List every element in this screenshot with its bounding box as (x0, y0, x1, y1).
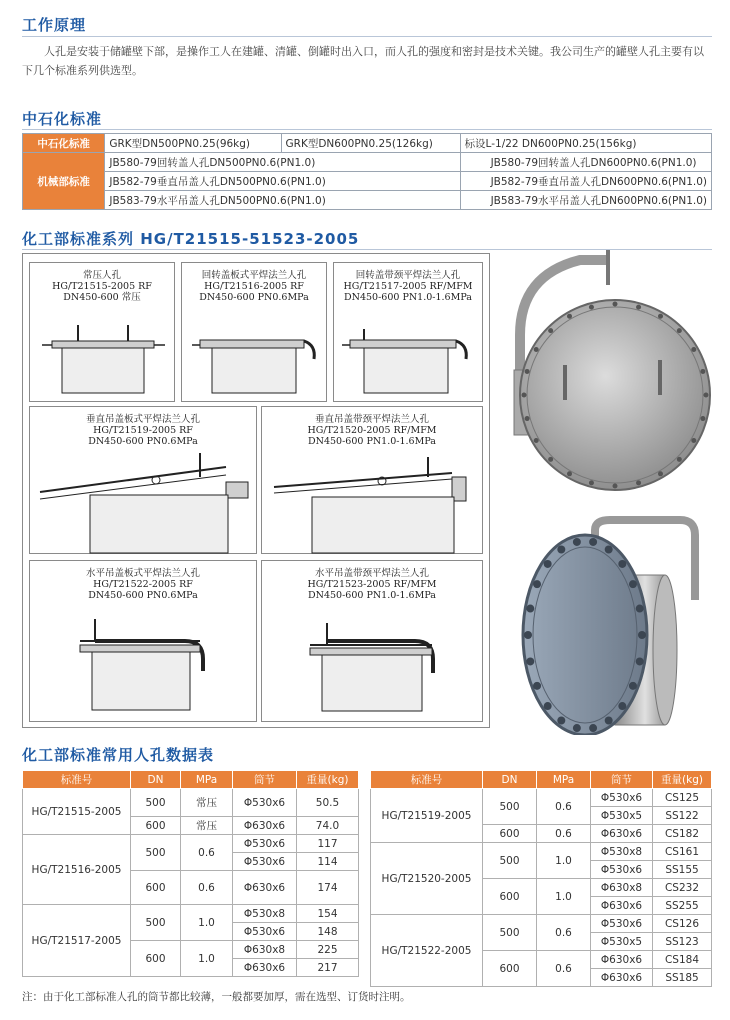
bolt-mark (544, 702, 552, 710)
dn-cell: 500 (131, 835, 181, 871)
manhole-diagram-grid (22, 253, 490, 728)
row-label: 中石化标准 (23, 134, 105, 153)
std-cell: HG/T21520-2005 (371, 843, 483, 915)
bolt-mark (691, 347, 696, 352)
bolt-mark (704, 393, 709, 398)
bolt-mark (533, 580, 541, 588)
manhole-photo-hinged (510, 510, 720, 735)
shell-cell: Φ530x6 (591, 861, 653, 879)
shell-cell: Φ630x6 (591, 825, 653, 843)
diagram-normal-pressure: 常压人孔 HG/T21515-2005 RF DN450-600 常压 (29, 262, 175, 402)
shell-cell: Φ630x6 (591, 951, 653, 969)
bolt-mark (557, 545, 565, 553)
shell-cell: Φ530x6 (233, 789, 297, 817)
shell-cell: Φ530x5 (591, 933, 653, 951)
table-row (371, 915, 712, 933)
section-title-chem-series: 化工部标准系列 HG/T21515-51523-2005 (22, 230, 360, 248)
manhole-drawing (262, 561, 484, 723)
shell-cell: Φ530x8 (591, 843, 653, 861)
bolt-mark (691, 438, 696, 443)
bolt-mark (534, 347, 539, 352)
bolt-mark (677, 328, 682, 333)
shell-cell: Φ530x6 (233, 923, 297, 941)
std-cell: HG/T21515-2005 (23, 789, 131, 835)
table-cell: GRK型DN500PN0.25(96kg) (105, 134, 281, 153)
weight-cell: 225 (297, 941, 359, 959)
dn-cell: 500 (483, 915, 537, 951)
intro-text: 人孔是安装于储罐壁下部，是操作工人在建罐、清罐、倒罐时出入口，而人孔的强度和密封是技术关键。我公司生产的罐壁人孔主要有以下几个标准系列供选型。 (22, 45, 704, 77)
bolt-mark (636, 305, 641, 310)
dn-cell: 600 (483, 825, 537, 843)
diagram-horizontal-neck: 水平吊盖带颈平焊法兰人孔 HG/T21523-2005 RF/MFM DN450-600 PN1.0-1.6MPa (261, 560, 483, 722)
bolt-mark (589, 538, 597, 546)
bolt-mark (700, 416, 705, 421)
mpa-cell: 常压 (181, 817, 233, 835)
weight-cell: CS182 (653, 825, 712, 843)
shell-cell: Φ530x6 (591, 915, 653, 933)
bolt-mark (618, 560, 626, 568)
weight-cell: 217 (297, 959, 359, 977)
bolt-mark (573, 538, 581, 546)
table-header-row (23, 771, 359, 789)
table-row (371, 789, 712, 807)
section-title-sinopec: 中石化标准 (22, 110, 103, 128)
shell-cell: Φ530x6 (591, 789, 653, 807)
bolt-mark (567, 471, 572, 476)
bolt-mark (636, 480, 641, 485)
manhole-drawing (262, 407, 484, 555)
shell-cell: Φ630x8 (233, 941, 297, 959)
col-header-dn: DN (131, 771, 181, 789)
bolt-mark (524, 631, 532, 639)
bolt-mark (589, 480, 594, 485)
mpa-cell: 0.6 (537, 915, 591, 951)
shell-cell: Φ630x6 (233, 959, 297, 977)
manhole-drawing (182, 263, 328, 403)
diagram-vertical-plate: 垂直吊盖板式平焊法兰人孔 HG/T21519-2005 RF DN450-600 PN0.6MPa (29, 406, 257, 554)
bolt-mark (613, 302, 618, 307)
mpa-cell: 0.6 (537, 825, 591, 843)
bolt-mark (636, 605, 644, 613)
col-header-dn: DN (483, 771, 537, 789)
dn-cell: 500 (131, 905, 181, 941)
shell-cell: Φ630x6 (233, 871, 297, 905)
shell-cell: Φ530x6 (233, 853, 297, 871)
bolt-mark (613, 484, 618, 489)
bolt-mark (533, 682, 541, 690)
table-cell: JB583-79水平吊盖人孔DN600PN0.6(PN1.0) (460, 191, 711, 210)
col-header-mpa: MPa (181, 771, 233, 789)
dn-cell: 600 (131, 817, 181, 835)
manhole-photo-davit (500, 245, 720, 500)
dn-cell: 600 (131, 871, 181, 905)
title-rule (22, 36, 712, 37)
weight-cell: 114 (297, 853, 359, 871)
dn-cell: 500 (131, 789, 181, 817)
footnote: 注：由于化工部标准人孔的筒节都比较薄，一般都要加厚，需在选型、订货时注明。 (22, 991, 411, 1003)
col-header-mpa: MPa (537, 771, 591, 789)
weight-cell: 154 (297, 905, 359, 923)
shell-cell: Φ630x8 (591, 879, 653, 897)
sinopec-standard-table (22, 133, 712, 210)
std-cell: HG/T21517-2005 (23, 905, 131, 977)
mpa-cell: 0.6 (181, 871, 233, 905)
manhole-drawing (30, 561, 258, 723)
bolt-mark (573, 724, 581, 732)
manhole-drawing (30, 263, 176, 403)
diagram-hinged-plate: 回转盖板式平焊法兰人孔 HG/T21516-2005 RF DN450-600 PN0.6MPa (181, 262, 327, 402)
section-title-data-table: 化工部标准常用人孔数据表 (22, 746, 215, 764)
title-rule (22, 129, 712, 130)
mpa-cell: 1.0 (181, 941, 233, 977)
col-header-shell: 筒节 (591, 771, 653, 789)
bolt-mark (589, 305, 594, 310)
col-header-shell: 筒节 (233, 771, 297, 789)
weight-cell: 148 (297, 923, 359, 941)
manhole-drawing (334, 263, 484, 403)
dn-cell: 500 (483, 789, 537, 825)
bolt-mark (638, 631, 646, 639)
bolt-mark (618, 702, 626, 710)
shell-cell: Φ530x5 (591, 807, 653, 825)
weight-cell: CS125 (653, 789, 712, 807)
shell-cell: Φ530x8 (233, 905, 297, 923)
mpa-cell: 1.0 (537, 879, 591, 915)
diagram-vertical-neck: 垂直吊盖带颈平焊法兰人孔 HG/T21520-2005 RF/MFM DN450-600 PN1.0-1.6MPa (261, 406, 483, 554)
std-cell: HG/T21519-2005 (371, 789, 483, 843)
bolt-mark (534, 438, 539, 443)
weight-cell: CS161 (653, 843, 712, 861)
shell-cell: Φ630x6 (233, 817, 297, 835)
dn-cell: 600 (483, 951, 537, 987)
shell-cell: Φ630x6 (591, 969, 653, 987)
bolt-mark (557, 717, 565, 725)
section-title-working-principle: 工作原理 (22, 16, 87, 34)
table-cell: JB582-79垂直吊盖人孔DN500PN0.6(PN1.0) (105, 172, 460, 191)
dn-cell: 600 (483, 879, 537, 915)
bolt-mark (677, 457, 682, 462)
diagram-hinged-neck: 回转盖带颈平焊法兰人孔 HG/T21517-2005 RF/MFM DN450-600 PN1.0-1.6MPa (333, 262, 483, 402)
bolt-mark (658, 314, 663, 319)
data-table-right (370, 770, 712, 987)
shell-cell: Φ530x6 (233, 835, 297, 853)
col-header-std: 标准号 (371, 771, 483, 789)
mpa-cell: 常压 (181, 789, 233, 817)
bolt-mark (629, 682, 637, 690)
weight-cell: SS155 (653, 861, 712, 879)
col-header-std: 标准号 (23, 771, 131, 789)
table-row (23, 191, 712, 210)
data-table-left (22, 770, 359, 977)
weight-cell: 174 (297, 871, 359, 905)
table-row (23, 789, 359, 817)
weight-cell: 50.5 (297, 789, 359, 817)
table-cell: JB583-79水平吊盖人孔DN500PN0.6(PN1.0) (105, 191, 460, 210)
bolt-mark (522, 393, 527, 398)
table-row (23, 905, 359, 923)
mpa-cell: 0.6 (537, 789, 591, 825)
std-cell: HG/T21522-2005 (371, 915, 483, 987)
bolt-mark (658, 471, 663, 476)
table-cell: JB580-79回转盖人孔DN600PN0.6(PN1.0) (460, 153, 711, 172)
diagram-horizontal-plate: 水平吊盖板式平焊法兰人孔 HG/T21522-2005 RF DN450-600 PN0.6MPa (29, 560, 257, 722)
bolt-mark (544, 560, 552, 568)
manhole-drawing (30, 407, 258, 555)
weight-cell: CS232 (653, 879, 712, 897)
bolt-mark (526, 605, 534, 613)
bolt-mark (605, 717, 613, 725)
mpa-cell: 1.0 (537, 843, 591, 879)
bolt-mark (636, 657, 644, 665)
dn-cell: 600 (131, 941, 181, 977)
table-cell: JB580-79回转盖人孔DN500PN0.6(PN1.0) (105, 153, 460, 172)
weight-cell: SS122 (653, 807, 712, 825)
table-cell: 标设L-1/22 DN600PN0.25(156kg) (460, 134, 711, 153)
table-cell: GRK型DN600PN0.25(126kg) (281, 134, 460, 153)
table-row (23, 835, 359, 853)
col-header-weight: 重量(kg) (653, 771, 712, 789)
bolt-mark (700, 369, 705, 374)
bolt-mark (526, 657, 534, 665)
weight-cell: SS185 (653, 969, 712, 987)
weight-cell: 117 (297, 835, 359, 853)
table-row (23, 134, 712, 153)
col-header-weight: 重量(kg) (297, 771, 359, 789)
mpa-cell: 0.6 (537, 951, 591, 987)
bolt-mark (629, 580, 637, 588)
weight-cell: CS126 (653, 915, 712, 933)
std-cell: HG/T21516-2005 (23, 835, 131, 905)
dn-cell: 500 (483, 843, 537, 879)
bolt-mark (567, 314, 572, 319)
bolt-mark (525, 416, 530, 421)
weight-cell: SS255 (653, 897, 712, 915)
weight-cell: 74.0 (297, 817, 359, 835)
mpa-cell: 0.6 (181, 835, 233, 871)
bolt-mark (605, 545, 613, 553)
bolt-mark (548, 328, 553, 333)
table-row (23, 172, 712, 191)
table-header-row (371, 771, 712, 789)
shell-cell: Φ630x6 (591, 897, 653, 915)
mpa-cell: 1.0 (181, 905, 233, 941)
row-label: 机械部标准 (23, 153, 105, 210)
bolt-mark (589, 724, 597, 732)
table-cell: JB582-79垂直吊盖人孔DN600PN0.6(PN1.0) (460, 172, 711, 191)
weight-cell: SS123 (653, 933, 712, 951)
weight-cell: CS184 (653, 951, 712, 969)
bolt-mark (548, 457, 553, 462)
table-row (371, 843, 712, 861)
table-row (23, 153, 712, 172)
bolt-mark (525, 369, 530, 374)
